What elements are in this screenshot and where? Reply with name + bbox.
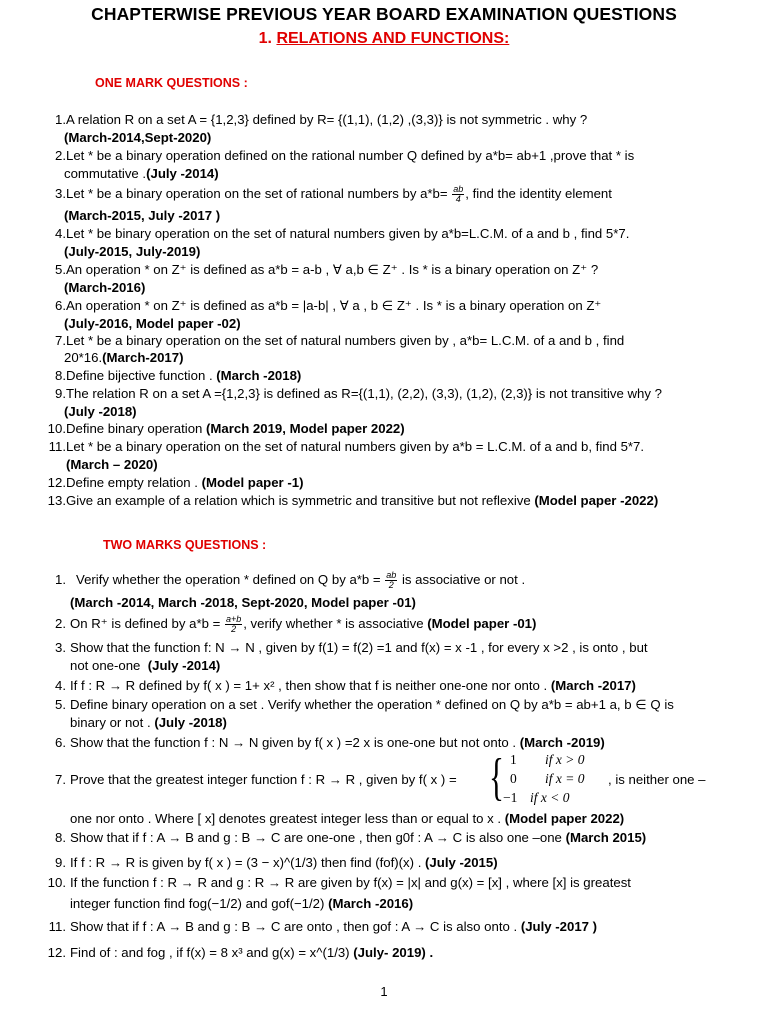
piecewise-row-2: [510, 771, 517, 787]
question-number: 9.: [55, 386, 66, 401]
question-text: Let * be a binary operation defined on the rational number Q defined by a*b= ab+1 ,prove that * is: [66, 148, 635, 163]
piecewise-cond-2: if x = 0: [545, 771, 585, 786]
question-number: 3.: [55, 186, 66, 201]
question-text: If f : R → R is given by f( x ) = (3 − x)^(1/3) then find (fof)(x) .: [70, 855, 422, 870]
question-text: Give an example of a relation which is symmetric and transitive but not reflexive: [66, 493, 531, 508]
page-number: 1: [380, 984, 388, 999]
question-text: Define binary operation: [66, 421, 203, 436]
fraction-denominator: 2: [388, 580, 394, 591]
exam-reference: (July-2016, Model paper -02): [64, 316, 241, 331]
question-text-cont: 20*16.: [64, 350, 103, 365]
question-text: If f : R → R defined by f( x ) = 1+ x² , then show that f is neither one-one nor onto .: [70, 678, 548, 693]
question-number: 9.: [55, 855, 66, 870]
question-text: On R⁺ is defined by a*b =: [70, 616, 221, 631]
piecewise-brace: {: [489, 749, 504, 806]
question-number: 10.: [47, 875, 66, 890]
piecewise-row-3: [503, 790, 517, 806]
piecewise-cond-3: if x < 0: [530, 790, 570, 805]
exam-reference: (March -2019): [519, 735, 605, 750]
fraction-numerator: ab: [453, 184, 464, 195]
exam-reference: (July- 2019) .: [353, 945, 434, 960]
question-number: 7.: [55, 772, 66, 787]
fraction: [452, 185, 464, 204]
question-number: 12.: [47, 945, 66, 960]
question-number: 1.: [55, 572, 66, 587]
question-text: The relation R on a set A ={1,2,3} is defined as R={(1,1), (2,2), (3,3), (1,2), (2,3)} is not transitive why ?: [66, 386, 662, 401]
question-text: A relation R on a set A = {1,2,3} defined by R= {(1,1), (1,2) ,(3,3)} is not symmetric . why ?: [66, 112, 588, 127]
exam-reference: (March-2016): [64, 280, 146, 295]
question-text-cont: binary or not .: [70, 715, 151, 730]
main-title: CHAPTERWISE PREVIOUS YEAR BOARD EXAMINATION QUESTIONS: [91, 4, 677, 24]
exam-reference: (March-2014,Sept-2020): [64, 130, 212, 145]
question-text: Show that the function f: N → N , given by f(1) = f(2) =1 and f(x) = x -1 , for every x >2 , is onto , but: [70, 640, 648, 655]
exam-reference: (Model paper -01): [427, 616, 537, 631]
fraction: [225, 615, 242, 634]
question-number: 4.: [55, 226, 66, 241]
question-number: 3.: [55, 640, 66, 655]
question-text: If the function f : R → R and g : R → R are given by f(x) = |x| and g(x) = [x] , where [x] is greatest: [70, 875, 631, 890]
question-number: 4.: [55, 678, 66, 693]
question-number: 2.: [55, 616, 66, 631]
question-text: Verify whether the operation * defined on Q by a*b =: [76, 572, 381, 587]
exam-reference: (March – 2020): [66, 457, 158, 472]
exam-reference: (July -2014): [147, 658, 221, 673]
one-mark-heading: ONE MARK QUESTIONS :: [95, 76, 248, 90]
question-number: 6.: [55, 298, 66, 313]
question-number: 11.: [48, 439, 66, 454]
exam-reference: (March -2017): [550, 678, 636, 693]
question-text-b: , is neither one –: [608, 772, 706, 787]
question-text: Let * be a binary operation on the set of natural numbers given by a*b = L.C.M. of a and b, find 5*7.: [66, 439, 645, 454]
piecewise-row-1: [510, 752, 517, 768]
exam-reference: (July -2017 ): [520, 919, 598, 934]
question-text-cont: integer function find fog(−1/2) and gof(−1/2): [70, 896, 325, 911]
exam-reference: (March -2016): [328, 896, 414, 911]
question-number: 5.: [55, 697, 66, 712]
two-mark-heading: TWO MARKS QUESTIONS :: [103, 538, 267, 552]
question-text: Define empty relation .: [66, 475, 198, 490]
exam-reference: (March 2019, Model paper 2022): [206, 421, 405, 436]
exam-reference: (Model paper 2022): [504, 811, 625, 826]
question-number: 5.: [55, 262, 66, 277]
question-text: Let * be binary operation on the set of natural numbers given by a*b=L.C.M. of a and b , find 5*7.: [66, 226, 630, 241]
exam-reference: (Model paper -1): [201, 475, 304, 490]
exam-reference: (July -2018): [64, 404, 137, 419]
question-text-cont: not one-one: [70, 658, 141, 673]
fraction-denominator: 2: [231, 624, 237, 635]
piecewise-value: 1: [510, 752, 517, 767]
exam-reference: (July -2015): [425, 855, 498, 870]
chapter-name: RELATIONS AND FUNCTIONS:: [276, 30, 510, 47]
piecewise-cond-1: if x > 0: [545, 752, 585, 767]
question-text: Define binary operation on a set . Verify whether the operation * defined on Q by a*b = ab+1 a, b ∈ Q is: [70, 697, 674, 712]
exam-reference: (March -2018): [216, 368, 302, 383]
exam-reference: (March -2014, March -2018, Sept-2020, Model paper -01): [70, 595, 416, 610]
question-text-cont: commutative .: [64, 166, 147, 181]
fraction-numerator: ab: [386, 570, 397, 581]
question-text: Find of : and fog , if f(x) = 8 x³ and g(x) = x^(1/3): [70, 945, 350, 960]
question-text-b: is associative or not .: [401, 572, 526, 587]
fraction-numerator: a+b: [225, 614, 242, 625]
exam-reference: (March 2015): [565, 830, 647, 845]
question-text: Let * be a binary operation on the set of natural numbers given by , a*b= L.C.M. of a and b , find: [66, 333, 625, 348]
question-text: Show that if f : A → B and g : B → C are onto , then gof : A → C is also onto .: [70, 919, 518, 934]
question-number: 6.: [55, 735, 66, 750]
question-text: An operation * on Z⁺ is defined as a*b = |a-b| , ∀ a , b ∈ Z⁺ . Is * is a binary operation on Z⁺: [66, 298, 602, 313]
question-text: Define bijective function .: [66, 368, 213, 383]
chapter-number: 1.: [258, 30, 272, 47]
question-number: 11.: [48, 919, 66, 934]
piecewise-value: 0: [510, 771, 517, 786]
exam-reference: (March-2015, July -2017 ): [64, 208, 221, 223]
question-number: 8.: [55, 368, 66, 383]
question-number: 10.: [47, 421, 66, 436]
chapter-title: [0, 30, 768, 48]
question-number: 8.: [55, 830, 66, 845]
question-text: Let * be a binary operation on the set of rational numbers by a*b=: [66, 186, 448, 201]
question-text: An operation * on Z⁺ is defined as a*b = a-b , ∀ a,b ∈ Z⁺ . Is * is a binary operation on Z⁺ ?: [66, 262, 599, 277]
question-text-cont: one nor onto . Where [ x] denotes greatest integer less than or equal to x .: [70, 811, 502, 826]
question-text: Prove that the greatest integer function f : R → R , given by f( x ) =: [70, 772, 457, 787]
exam-reference: (Model paper -2022): [534, 493, 659, 508]
question-text-b: , find the identity element: [465, 186, 612, 201]
piecewise-value: −1: [503, 790, 518, 805]
question-number: 7.: [55, 333, 66, 348]
exam-reference: (July-2015, July-2019): [64, 244, 201, 259]
question-text-b: , verify whether * is associative: [243, 616, 424, 631]
question-number: 13.: [47, 493, 66, 508]
question-text: Show that the function f : N → N given by f( x ) =2 x is one-one but not onto .: [70, 735, 517, 750]
question-number: 2.: [55, 148, 66, 163]
exam-reference: (July -2014): [146, 166, 219, 181]
question-number: 12.: [47, 475, 66, 490]
question-number: 1.: [55, 112, 66, 127]
exam-reference: (July -2018): [154, 715, 227, 730]
exam-reference: (March-2017): [102, 350, 184, 365]
question-text: Show that if f : A → B and g : B → C are one-one , then g0f : A → C is also one –one: [70, 830, 562, 845]
fraction: [385, 571, 397, 590]
fraction-denominator: 4: [455, 194, 461, 205]
